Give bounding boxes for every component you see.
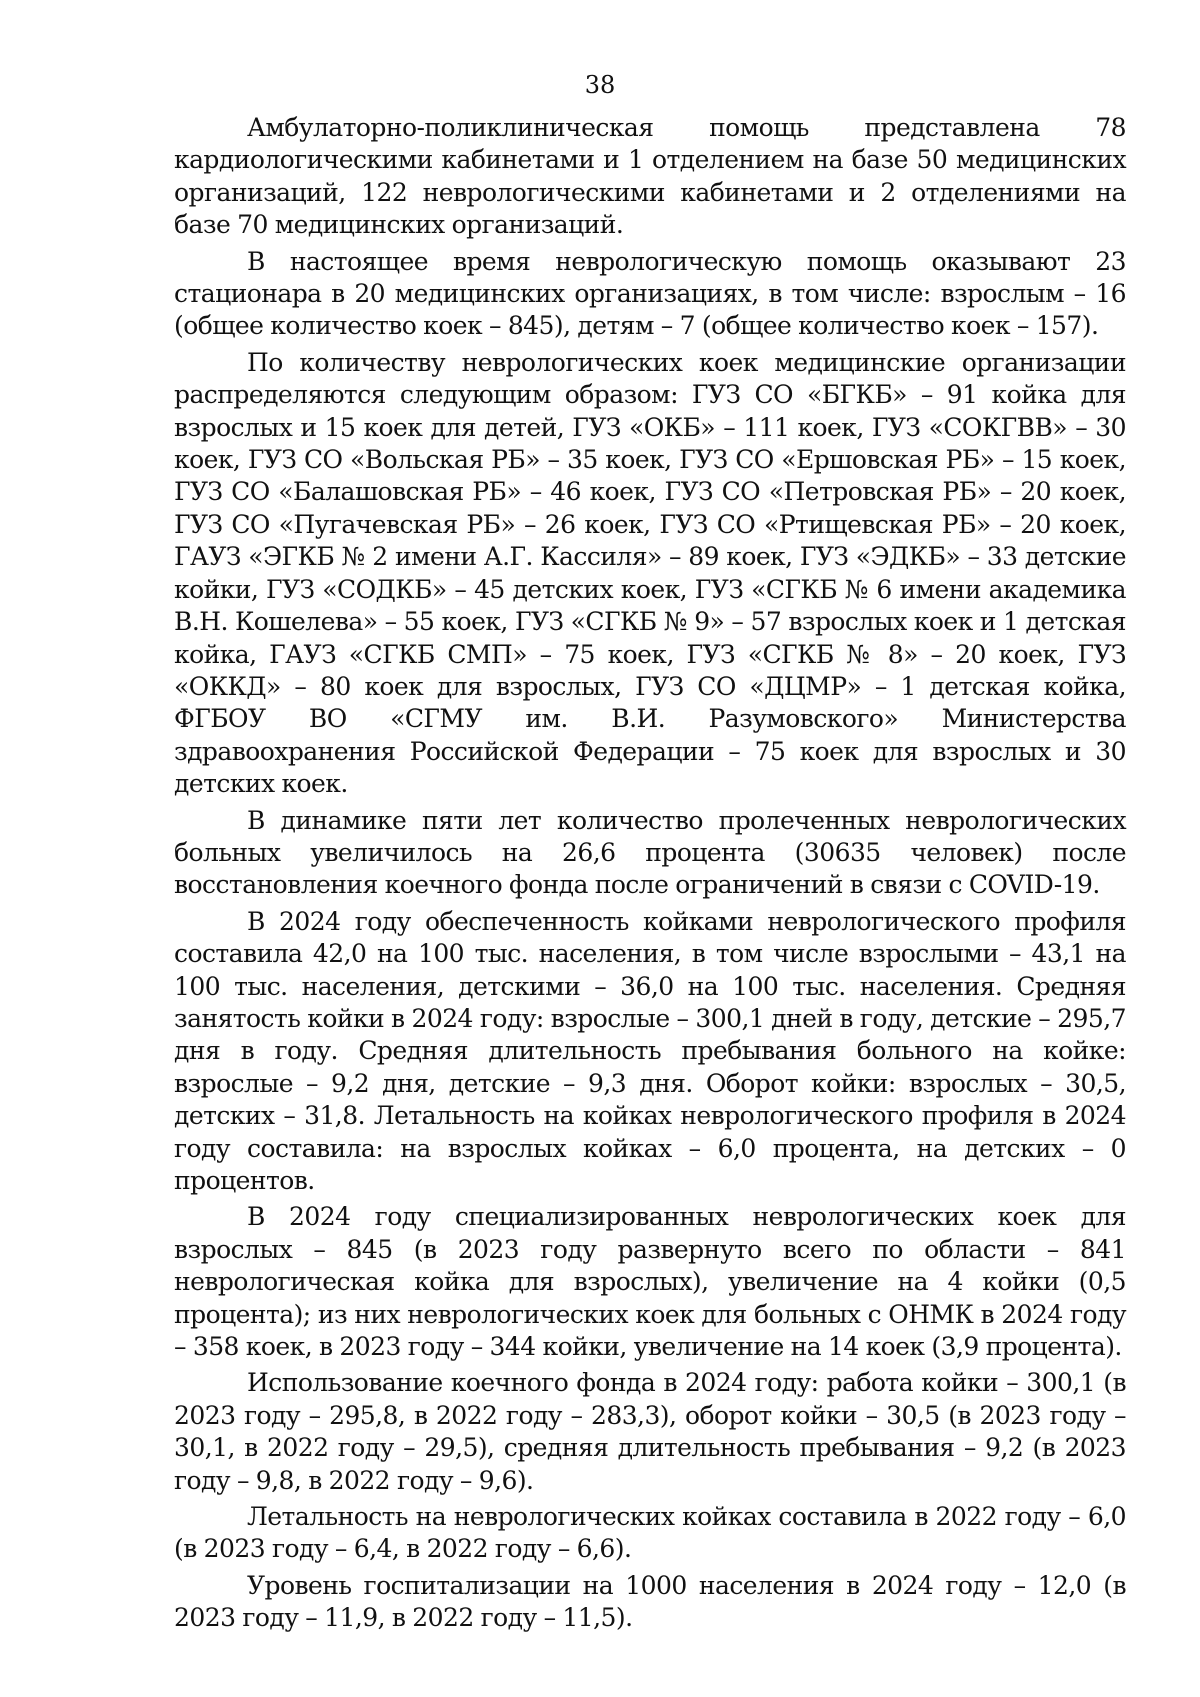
paragraph-five-year-dynamics: В динамике пяти лет количество пролеченных неврологических больных увеличилось на 26,6 процента (30635 человек) после восстановления коечного фонда после ограничений в связи с COVID-19. (174, 805, 1126, 900)
paragraph-bed-distribution: По количеству неврологических коек медицинские организации распределяются следующим образом: ГУЗ СО «БГКБ» – 91 койка для взрослых и 15 коек для детей, ГУЗ «ОКБ» – 111 коек, ГУЗ «СОКГВВ» – 30 коек, ГУЗ СО «Вольская РБ» – 35 коек, ГУЗ СО «Ершовская РБ» – 15 коек, ГУЗ СО «Балашовская РБ» – 46 коек, ГУЗ СО «Петровская РБ» – 20 коек, ГУЗ СО «Пугачевская РБ» – 26 коек, ГУЗ СО «Ртищевская РБ» – 20 коек, ГАУЗ «ЭГКБ № 2 имени А.Г. Кассиля» – 89 коек, ГУЗ «ЭДКБ» – 33 детские койки, ГУЗ «СОДКБ» – 45 детских коек, ГУЗ «СГКБ № 6 имени академика В.Н. Кошелева» – 55 коек, ГУЗ «СГКБ № 9» – 57 взрослых коек и 1 детская койка, ГАУЗ «СГКБ СМП» – 75 коек, ГУЗ «СГКБ № 8» – 20 коек, ГУЗ «ОККД» – 80 коек для взрослых, ГУЗ СО «ДЦМР» – 1 детская койка, ФГБОУ ВО «СГМУ им. В.И. Разумовского» Министерства здравоохранения Российской Федерации – 75 коек для взрослых и 30 детских коек. (174, 347, 1126, 799)
paragraph-bed-provision-2024: В 2024 году обеспеченность койками неврологического профиля составила 42,0 на 100 тыс. населения, в том числе взрослыми – 43,1 на 100 тыс. населения, детскими – 36,0 на 100 тыс. населения. Средняя занятость койки в 2024 году: взрослые – 300,1 дней в году, детские – 295,7 дня в году. Средняя длительность пребывания больного на койке: взрослые – 9,2 дня, детские – 9,3 дня. Оборот койки: взрослых – 30,5, детских – 31,8. Летальность на койках неврологического профиля в 2024 году составила: на взрослых койках – 6,0 процента, на детских – 0 процентов. (174, 906, 1126, 1195)
paragraph-bed-fund-usage: Использование коечного фонда в 2024 году: работа койки – 300,1 (в 2023 году – 295,8, в 2022 году – 283,3), оборот койки – 30,5 (в 2023 году – 30,1, в 2022 году – 29,5), средняя длительность пребывания – 9,2 (в 2023 году – 9,8, в 2022 году – 9,6). (174, 1368, 1126, 1495)
paragraph-hospitalization-level: Уровень госпитализации на 1000 населения в 2024 году – 12,0 (в 2023 году – 11,9, в 2022 году – 11,5). (174, 1570, 1126, 1633)
paragraph-specialized-beds: В 2024 году специализированных неврологических коек для взрослых – 845 (в 2023 году развернуто всего по области – 841 неврологическая койка для взрослых), увеличение на 4 койки (0,5 процента); из них неврологических коек для больных с ОНМК в 2024 году – 358 коек, в 2023 году – 344 койки, увеличение на 14 коек (3,9 процента). (174, 1202, 1126, 1362)
paragraph-mortality: Летальность на неврологических койках составила в 2022 году – 6,0 (в 2023 году – 6,4, в 2022 году – 6,6). (174, 1502, 1126, 1564)
paragraph-outpatient-care: Амбулаторно-поликлиническая помощь представлена 78 кардиологическими кабинетами и 1 отделением на базе 50 медицинских организаций, 122 неврологическими кабинетами и 2 отделениями на базе 70 медицинских организаций. (174, 113, 1126, 240)
page-number: 38 (584, 71, 616, 99)
document-body (174, 112, 1126, 1639)
paragraph-inpatient-care: В настоящее время неврологическую помощь оказывают 23 стационара в 20 медицинских организациях, в том числе: взрослым – 16 (общее количество коек – 845), детям – 7 (общее количество коек – 157). (174, 246, 1126, 341)
